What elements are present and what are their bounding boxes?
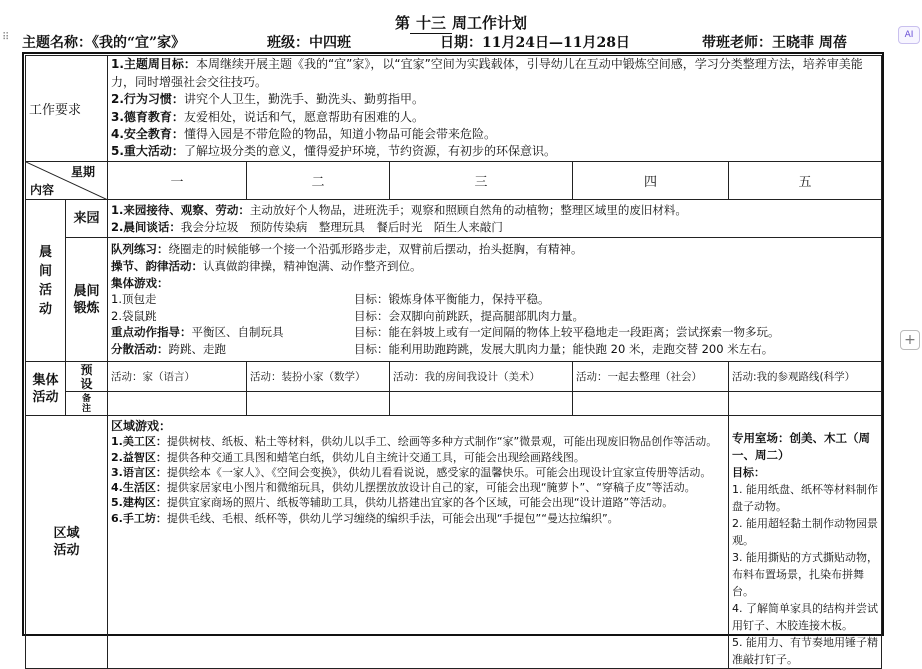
note-wednesday [390,392,573,416]
drag-handle-icon[interactable]: ⠿ [2,32,10,43]
activity-friday: 活动:我的参观路线(科学） [729,362,882,392]
activity-tuesday: 活动：装扮小家（数学） [247,362,390,392]
day-monday: 一 [108,162,247,200]
collective-label: 集体活动 [26,362,66,416]
activity-wednesday: 活动：我的房间我设计（美术） [390,362,573,392]
exercise-row [26,238,882,362]
class-name: 班级：中四班 [267,35,351,51]
activity-thursday: 活动：一起去整理（社会） [573,362,729,392]
requirements-row [26,56,882,162]
day-thursday: 四 [573,162,729,200]
teachers: 带班老师：王晓菲 周蓓 [702,35,847,51]
collective-row [26,362,882,392]
day-wednesday: 三 [390,162,573,200]
arrival-label: 来园 [66,200,108,238]
weekday-label: 星期 [71,165,96,179]
note-tuesday [247,392,390,416]
date-range: 日期：11月24日—11月28日 [440,35,630,51]
page-title: 第 十三 周工作计划 [394,14,528,32]
add-block-button[interactable]: + [900,330,920,350]
weekly-plan-table [25,55,882,669]
arrival-content: 1.来园接待、观察、劳动：主动放好个人物品，进班洗手；观察和照顾自然角的动植物；整理区域里的废旧材料。 2.晨间谈话：我会分垃圾 预防传染病 整理玩具 餐后时光 陌生人来敲门 [108,200,882,238]
exercise-label: 晨间锻炼 [66,238,108,362]
note-thursday [573,392,729,416]
days-header-row [26,162,882,200]
requirements-content: 1.主题周目标：本周继续开展主题《我的“宜”家》，以“宜家”空间为实践载体，引导幼儿在互动中锻炼空间感，学习分类整理方法，培养审美能力，同时增强社会交往技巧。 2.行为习惯：讲究个人卫生，勤洗手、勤洗头、勤剪指甲。 3.德育教育：友爱相处，说话和气，愿意帮助有困难的人。 4.安全教育：懂得入园是不带危险的物品，知道小物品可能会带来危险。 5.重大活动：了解垃圾分类的意义，懂得爱护环境，节约资源，有初步的环保意识。 [108,56,882,162]
arrival-row [26,200,882,238]
week-number: 十三 [410,12,452,34]
exercise-content: 队列练习：绕圈走的时候能够一个接一个沿弧形路步走，双臂前后摆动，抬头挺胸，有精神。 操节、韵律活动：认真做韵律操，精神饱满、动作整齐到位。 集体游戏： 1.顶包走 目标：锻炼身体平衡能力，保持平稳。 2.袋鼠跳 目标：会双脚向前跳跃，提高腿部肌肉力量。 重点动作指导：平衡区、自制玩具 目标：能在斜坡上或有一定间隔的物体上较平稳地走一段距离；尝试探索一物多玩。 分散活动：跨跳、走跑 目标：能利用助跑跨跳，发展大肌肉力量；能快跑 20 米，走跑交替 200 米左右。 [108,238,882,362]
note-label: 备注 [66,392,108,416]
requirements-label: 工作要求 [26,56,108,162]
content-label: 内容 [30,183,55,197]
morning-label: 晨间活动 [26,200,66,362]
preset-label: 预设 [66,362,108,392]
zone-row [26,416,882,669]
day-tuesday: 二 [247,162,390,200]
note-monday [108,392,247,416]
zone-games: 区域游戏： 1.美工区：提供树枝、纸板、粘土等材料，供幼儿以手工、绘画等多种方式制作“家”微景观，可能出现废旧物品创作等活动。 2.益智区：提供各种交通工具图和蜡笔白纸，供幼儿自主统计交通工具，可能会出现绘画路线图。 3.语言区：提供绘本《一家人》、《空间会变换》，供幼儿看看说说，感受家的温馨快乐。可能会出现设计宜家宣传册等活动。 4.生活区：提供家居家电小图片和微缩玩具，供幼儿摆摆放放设计自己的家，可能会出现“腌萝卜”、“穿稿子皮”等活动。 5.建构区：提供宜家商场的照片、纸板等辅助工具，供幼儿搭建出宜家的各个区域，可能会出现“设计道路”等活动。 6.手工坊：提供毛线、毛根、纸杯等，供幼儿学习缠绕的编织手法，可能会出现“手提包”“曼达拉编织”。 [108,416,729,669]
zone-label: 区域活动 [26,416,108,669]
activity-monday: 活动：家（语言） [108,362,247,392]
ai-assistant-button[interactable]: AI [898,26,920,44]
plan-header [22,32,882,52]
note-row [26,392,882,416]
note-friday [729,392,882,416]
diagonal-header-cell [26,162,108,200]
day-friday: 五 [729,162,882,200]
theme-name: 主题名称：《我的“宜”家》 [22,35,186,51]
special-room: 专用室场：创美、木工（周一、周二） 目标： 1. 能用纸盘、纸杯等材料制作盘子动物。 2. 能用超轻黏土制作动物园景观。 3. 能用撕贴的方式撕贴动物，布料布置场景，扎染布拼舞台。 4. 了解简单家具的结构并尝试用钉子、木胶连接木板。 5. 能用力、有节奏地用锤子精准敲打钉子。 [729,416,882,669]
